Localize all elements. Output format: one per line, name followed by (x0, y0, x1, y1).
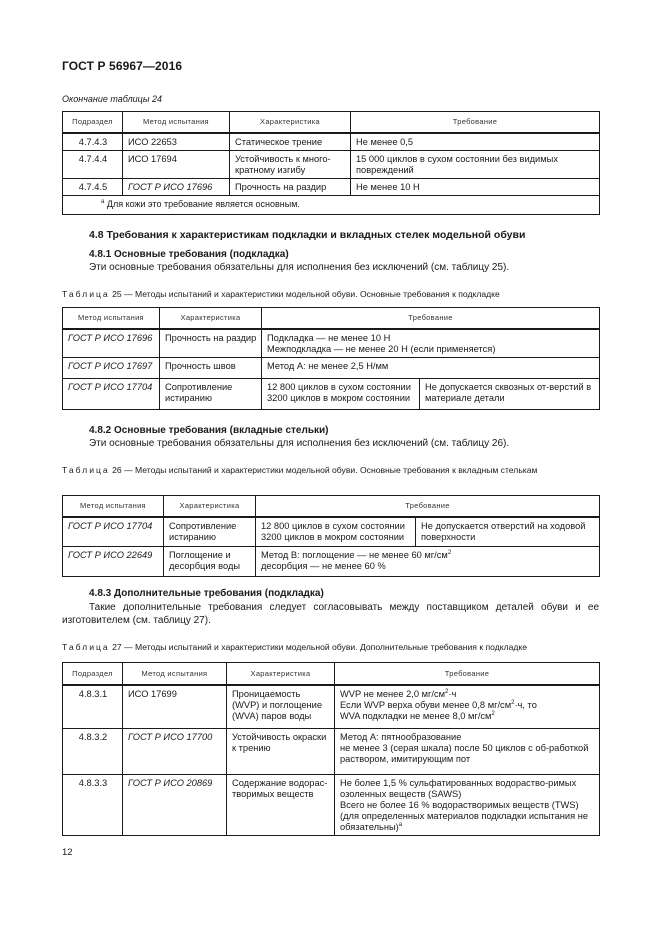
document-title: ГОСТ Р 56967—2016 (62, 59, 183, 73)
requirement-cell: Метод А: пятнообразование не менее 3 (серая шкала) после 50 циклов с об-работкой раствором, имитирующим пот (335, 729, 600, 775)
table-row (63, 685, 600, 729)
characteristic-cell: Прочность на раздир (160, 329, 262, 358)
section-heading-4-8: 4.8 Требования к характеристикам подкладки и вкладных стелек модельной обуви (89, 229, 526, 241)
table-row (63, 547, 600, 577)
requirement-cell: Не более 1,5 % сульфатированных водораство-римых озоленных веществ (SAWS) Всего не более 16 % водорастворимых веществ (TWS) (для определенных материалов подкладки испытания не обязательны)$^a$ (335, 775, 600, 836)
characteristic-cell: Проницаемость (WVP) и поглощение (WVA) паров воды (227, 685, 335, 729)
requirement-cell: Метод В: поглощение — не менее 60 $мг/см^2$ десорбция — не менее 60 % (256, 547, 600, 577)
characteristic-cell: Содержание водорас-творимых веществ (227, 775, 335, 836)
table-row (63, 178, 600, 195)
requirement-note-cell: Не допускается отверстий на ходовой поверхности (416, 517, 600, 547)
column-header: Требование (335, 663, 600, 685)
table-26 (62, 495, 600, 577)
method-cell: ГОСТ Р ИСО 17700 (123, 729, 227, 775)
requirement-cell: Метод А: не менее 2,5 Н/мм (262, 358, 600, 379)
table-27 (62, 662, 600, 836)
table-row (63, 775, 600, 836)
section-cell: 4.7.4.3 (63, 133, 123, 151)
requirement-note-cell: Не допускается сквозных от-верстий в материале детали (420, 379, 600, 410)
method-cell: ИСО 22653 (123, 133, 230, 151)
method-cell: ГОСТ Р ИСО 20869 (123, 775, 227, 836)
method-cell: ГОСТ Р ИСО 17704 (63, 379, 160, 410)
section-cell: 4.8.3.3 (63, 775, 123, 836)
column-header: Характеристика (230, 112, 351, 133)
footnote-row (63, 195, 600, 214)
table-25-caption: Таблица 25 — Методы испытаний и характеристики модельной обуви. Основные требования к подкладке (62, 289, 500, 299)
section-cell: 4.8.3.1 (63, 685, 123, 729)
requirement-cell: Подкладка — не менее 10 Н Межподкладка — не менее 20 Н (если применяется) (262, 329, 600, 358)
method-cell: ГОСТ Р ИСО 22649 (63, 547, 164, 577)
characteristic-cell: Сопротивление истиранию (160, 379, 262, 410)
column-header: Подраздел (63, 112, 123, 133)
method-cell: ГОСТ Р ИСО 17704 (63, 517, 164, 547)
table-row (63, 150, 600, 178)
characteristic-cell: Поглощение и десорбция воды (164, 547, 256, 577)
table-row (63, 133, 600, 151)
section-heading-4-8-1: 4.8.1 Основные требования (подкладка) (89, 249, 289, 260)
characteristic-cell: Устойчивость к много-кратному изгибу (230, 150, 351, 178)
column-header: Характеристика (227, 663, 335, 685)
column-header: Требование (256, 496, 600, 517)
table-row (63, 358, 600, 379)
method-cell: ГОСТ Р ИСО 17697 (63, 358, 160, 379)
requirement-cell: 12 800 циклов в сухом состоянии 3200 циклов в мокром состоянии (262, 379, 420, 410)
column-header: Характеристика (160, 308, 262, 329)
characteristic-cell: Сопротивление истиранию (164, 517, 256, 547)
section-cell: 4.7.4.4 (63, 150, 123, 178)
section-heading-4-8-2: 4.8.2 Основные требования (вкладные стельки) (89, 425, 329, 436)
method-cell: ИСО 17694 (123, 150, 230, 178)
table-25 (62, 307, 600, 410)
column-header: Требование (262, 308, 600, 329)
section-cell: 4.8.3.2 (63, 729, 123, 775)
column-header: Метод испытания (63, 496, 164, 517)
table-24-end (62, 111, 600, 215)
requirement-cell: Не менее 0,5 (351, 133, 600, 151)
footnote-cell (63, 195, 600, 214)
requirement-cell: 15 000 циклов в сухом состоянии без видимых повреждений (351, 150, 600, 178)
footnote-text: Для кожи это требование является основным. (104, 198, 300, 209)
characteristic-cell: Устойчивость окраски к трению (227, 729, 335, 775)
column-header: Подраздел (63, 663, 123, 685)
table-27-caption: Таблица 27 — Методы испытаний и характеристики модельной обуви. Дополнительные требования к подкладке (62, 642, 528, 652)
table-26-caption: Таблица 26 — Методы испытаний и характеристики модельной обуви. Основные требования к вкладным стелькам (62, 465, 538, 475)
section-cell: 4.7.4.5 (63, 178, 123, 195)
method-cell: ГОСТ Р ИСО 17696 (123, 178, 230, 195)
section-text-4-8-3: Такие дополнительные требования следует согласовывать между поставщиком деталей обуви и ее изготовителем (см. таблицу 27). (62, 602, 599, 626)
requirement-cell: 12 800 циклов в сухом состоянии 3200 циклов в мокром состоянии (256, 517, 416, 547)
table-row (63, 729, 600, 775)
table-row (63, 379, 600, 410)
method-cell: ИСО 17699 (123, 685, 227, 729)
footnote-mark: a (101, 198, 105, 205)
column-header: Метод испытания (123, 663, 227, 685)
page-number: 12 (62, 847, 73, 858)
characteristic-cell: Статическое трение (230, 133, 351, 151)
section-text-4-8-1: Эти основные требования обязательны для исполнения без исключений (см. таблицу 25). (89, 262, 510, 273)
characteristic-cell: Прочность швов (160, 358, 262, 379)
characteristic-cell: Прочность на раздир (230, 178, 351, 195)
column-header: Требование (351, 112, 600, 133)
requirement-cell: Не менее 10 Н (351, 178, 600, 195)
column-header: Характеристика (164, 496, 256, 517)
method-cell: ГОСТ Р ИСО 17696 (63, 329, 160, 358)
column-header: Метод испытания (123, 112, 230, 133)
section-heading-4-8-3: 4.8.3 Дополнительные требования (подкладка) (89, 588, 324, 599)
requirement-cell: WVP не менее 2,0 $мг/см^2\cdot ч$ Если WVP верха обуви менее 0,8 $мг/см^2\cdot ч$, то WVA подкладки не менее 8,0 $мг/см^2$ (335, 685, 600, 729)
table-continuation-label: Окончание таблицы 24 (62, 94, 162, 104)
table-row (63, 517, 600, 547)
section-text-4-8-2: Эти основные требования обязательны для исполнения без исключений (см. таблицу 26). (89, 438, 510, 449)
table-row (63, 329, 600, 358)
column-header: Метод испытания (63, 308, 160, 329)
